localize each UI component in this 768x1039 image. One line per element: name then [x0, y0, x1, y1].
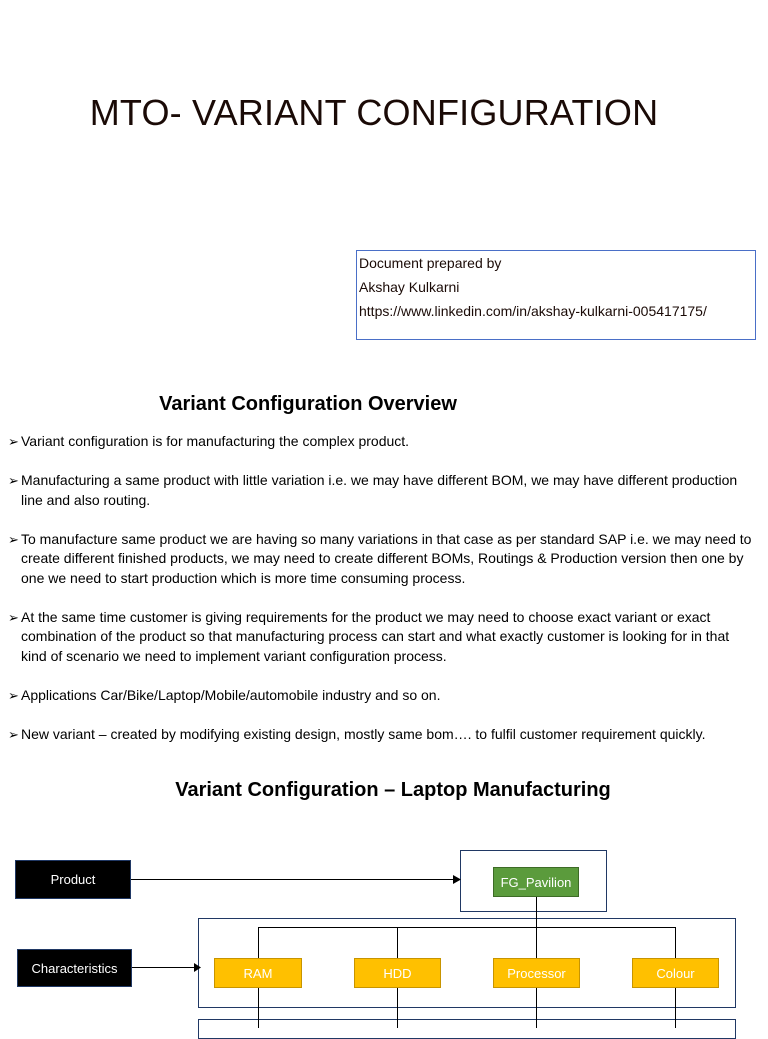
values-outline [198, 1019, 736, 1039]
bullet-item [8, 530, 754, 589]
arrow-bullet-icon: ➢ [8, 609, 19, 625]
product-label: Product [50, 872, 96, 887]
bullet-text: Variant configuration is for manufacturing the complex product. [21, 433, 410, 449]
arrow-bullet-icon: ➢ [8, 434, 19, 449]
ram-box [214, 958, 302, 988]
arrow-head-icon [453, 875, 461, 884]
page-title: MTO- VARIANT CONFIGURATION [89, 92, 659, 133]
bullet-item [8, 432, 754, 452]
bullet-item [8, 471, 754, 510]
connector-line [397, 988, 398, 1028]
bullet-text: Manufacturing a same product with little variation i.e. we may have different BOM, we may have different production line and also routing. [21, 472, 738, 508]
fg-pavilion-label: FG_Pavilion [500, 874, 572, 890]
processor-box [493, 958, 580, 988]
laptop-heading: Variant Configuration – Laptop Manufacturing [175, 779, 611, 801]
connector-line [258, 927, 676, 928]
connector-line [536, 897, 537, 928]
overview-heading: Variant Configuration Overview [159, 393, 457, 415]
bullet-text: At the same time customer is giving requirements for the product we may need to choose exact variant or exact combination of the product so that manufacturing process can start and what exactly customer is looking for in that kind of scenario we need to implement variant configuration process. [21, 608, 730, 664]
bullet-item [8, 686, 754, 706]
hdd-box [354, 958, 441, 988]
bullet-text: New variant – created by modifying existing design, mostly same bom…. to fulfil customer requirement quickly. [21, 725, 706, 742]
connector-line [675, 927, 676, 959]
bullet-item [8, 608, 754, 667]
connector-line [397, 927, 398, 959]
arrow-bullet-icon: ➢ [8, 473, 19, 488]
bullet-item [8, 725, 754, 745]
connector-line [536, 988, 537, 1028]
connector-line [536, 927, 537, 959]
arrow-head-icon [194, 963, 201, 972]
fg-pavilion-box [493, 867, 579, 897]
connector-line [258, 927, 259, 959]
bullet-text: To manufacture same product we are having so many variations in that case as per standard SAP i.e. we may need to create different finished products, we may need to create different BOMs, Routings & Production version then one by one we need to start production which is more time consuming process. [21, 530, 752, 586]
product-arrow-line [131, 879, 456, 880]
hdd-label: HDD [383, 965, 412, 981]
overview-bullet-list [8, 432, 754, 764]
characteristics-label-box [17, 949, 132, 987]
laptop-variant-diagram [0, 840, 768, 1024]
bullet-text: Applications Car/Bike/Laptop/Mobile/automobile industry and so on. [21, 686, 441, 703]
connector-line [675, 988, 676, 1028]
processor-label: Processor [507, 965, 566, 981]
colour-label: Colour [656, 965, 695, 981]
prepared-by-label: Document prepared by [359, 255, 502, 271]
connector-line [258, 988, 259, 1028]
characteristics-label: Characteristics [31, 960, 118, 976]
colour-box [632, 958, 719, 988]
characteristics-arrow-line [132, 967, 196, 968]
arrow-bullet-icon: ➢ [8, 531, 19, 547]
arrow-bullet-icon: ➢ [8, 726, 19, 742]
author-linkedin-link[interactable]: https://www.linkedin.com/in/akshay-kulkarni-005417175/ [359, 303, 707, 319]
arrow-bullet-icon: ➢ [8, 687, 19, 703]
author-info-box [356, 250, 756, 340]
product-label-box [15, 860, 131, 899]
ram-label: RAM [243, 965, 273, 981]
author-name: Akshay Kulkarni [359, 279, 460, 295]
